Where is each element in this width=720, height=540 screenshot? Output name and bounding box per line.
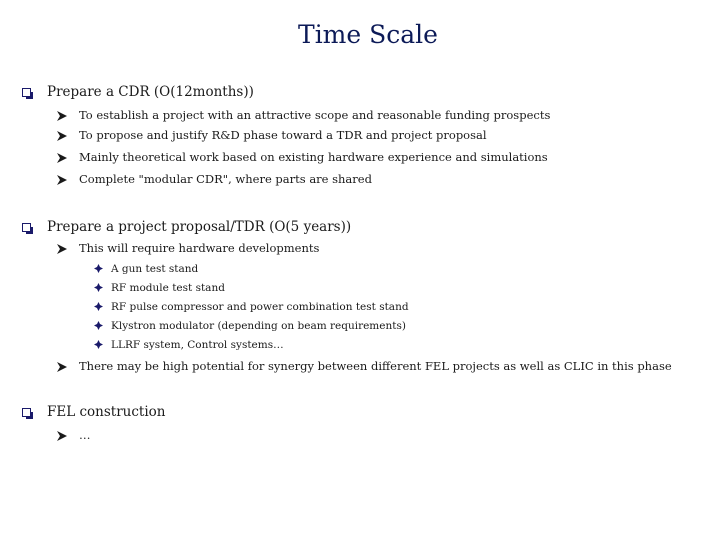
list-item-text: Mainly theoretical work based on existing hardware experience and simulations	[79, 150, 548, 164]
diamond-bullet-icon	[94, 340, 103, 349]
list-item-text: This will require hardware developments	[79, 241, 320, 255]
slide-title: Time Scale	[298, 20, 438, 49]
list-item-text: To establish a project with an attractive scope and reasonable funding prospects	[79, 108, 551, 122]
diamond-bullet-icon	[94, 302, 103, 311]
list-item-text: There may be high potential for synergy between different FEL projects as well as CLIC in this phase	[79, 359, 672, 373]
arrow-bullet-icon	[57, 431, 67, 441]
arrow-bullet-icon	[57, 175, 67, 185]
sub-list-item-text: RF module test stand	[111, 282, 225, 294]
arrow-bullet-icon	[57, 244, 67, 254]
list-item-text: To propose and justify R&D phase toward a TDR and project proposal	[79, 128, 487, 142]
list-item-text: Complete "modular CDR", where parts are shared	[79, 172, 372, 186]
diamond-bullet-icon	[94, 283, 103, 292]
sub-list-item-text: A gun test stand	[111, 263, 199, 275]
diamond-bullet-icon	[94, 321, 103, 330]
square-bullet-icon	[22, 88, 31, 97]
arrow-bullet-icon	[57, 362, 67, 372]
section-2-label: Prepare a project proposal/TDR (O(5 years))	[47, 219, 352, 235]
sub-list-item-text: RF pulse compressor and power combination test stand	[111, 301, 409, 313]
arrow-bullet-icon	[57, 111, 67, 121]
arrow-bullet-icon	[57, 153, 67, 163]
square-bullet-icon	[22, 223, 31, 232]
sub-list-item-text: Klystron modulator (depending on beam requirements)	[111, 320, 406, 332]
square-bullet-icon	[22, 408, 31, 417]
section-3-label: FEL construction	[47, 404, 166, 420]
section-1-label: Prepare a CDR (O(12months))	[47, 84, 254, 100]
list-item-text: …	[79, 428, 91, 442]
diamond-bullet-icon	[94, 264, 103, 273]
sub-list-item-text: LLRF system, Control systems…	[111, 339, 284, 351]
arrow-bullet-icon	[57, 131, 67, 141]
